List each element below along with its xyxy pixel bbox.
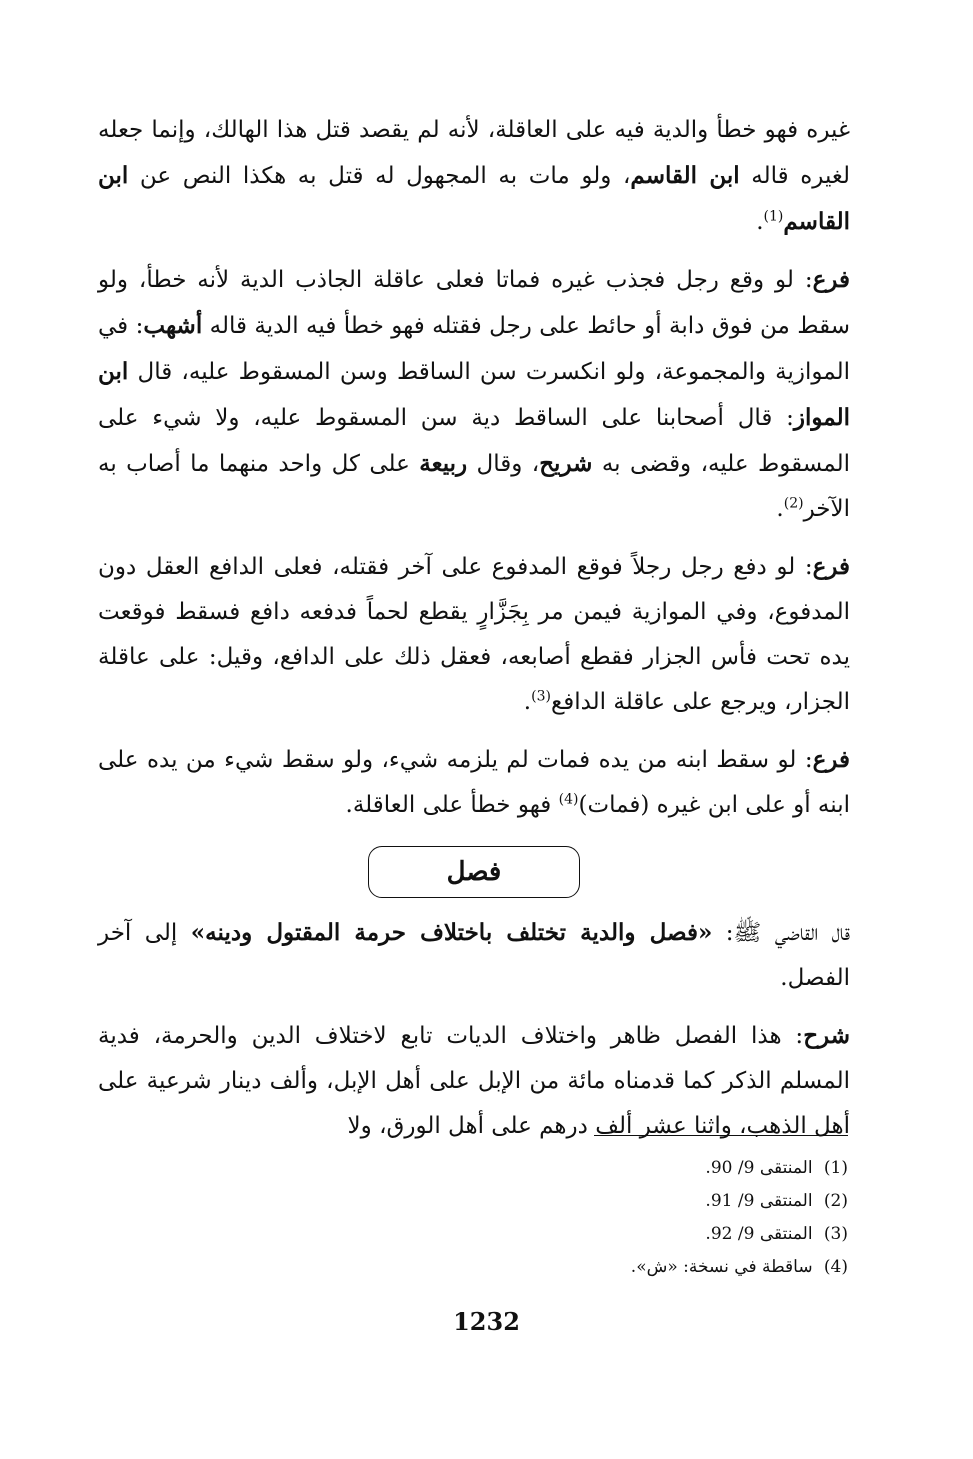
- footnote-text: المنتقى 9/ 92.: [705, 1224, 818, 1244]
- footnote-marker: (2): [783, 495, 804, 512]
- footnote: [500, 1218, 848, 1251]
- text-run: : لو وقع رجل فجذب غيره فماتا فعلى عاقلة الجاذب الدية لأنه خطأ، ولو سقط من فوق دابة أو حائط على رجل فقتله فهو خطأ فيه الدية قاله: [98, 267, 850, 339]
- paragraph: [98, 1013, 850, 1149]
- section-heading-box: [368, 846, 580, 898]
- text-run: ، وقال: [467, 451, 540, 477]
- paragraph: [98, 544, 850, 725]
- paragraphs-before-section: [98, 108, 850, 828]
- text-run: ، ولو مات به المجهول له قتل به هكذا النص عن: [128, 163, 631, 189]
- paragraph: [98, 910, 850, 1001]
- footnote-number: (1): [823, 1158, 848, 1178]
- page-number: 1232: [453, 1307, 520, 1336]
- bold-term: شريح: [539, 450, 593, 477]
- footnote-text: المنتقى 9/ 90.: [705, 1158, 818, 1178]
- footnote: [500, 1152, 848, 1185]
- bold-term: فرع: [812, 746, 850, 773]
- text-run: .: [776, 496, 784, 522]
- text-run: : قال أصحابنا على الساقط دية سن المسقوط عليه، ولا شيء على المسقوط عليه، وقضى به: [98, 405, 850, 477]
- bold-term: ابن القاسم: [630, 162, 740, 189]
- bold-term: شرح: [803, 1022, 850, 1049]
- footnote: [500, 1251, 848, 1284]
- text-run: على كل واحد منهما ما أصاب به الآخر: [98, 451, 850, 522]
- footnote-marker: (1): [763, 208, 784, 225]
- footnote-number: (4): [823, 1257, 848, 1277]
- text-run: .: [756, 209, 764, 235]
- footnote-number: (2): [823, 1191, 848, 1211]
- footnote-text: المنتقى 9/ 91.: [705, 1191, 818, 1211]
- main-text: [98, 108, 850, 1161]
- text-run: : هذا الفصل ظاهر واختلاف الديات تابع لاختلاف الدين والحرمة، فدية المسلم الذكر كما قدمناه مائة من الإبل على أهل الإبل، وألف دينار شرعية على أهل الذهب، واثنا عشر ألف درهم على أهل الورق، ولا: [98, 1023, 850, 1139]
- bold-term: فرع: [812, 266, 850, 293]
- text-run: إلى آخر الفصل.: [98, 920, 850, 991]
- footnote-divider: [594, 1135, 848, 1136]
- footnote-marker: (4): [558, 791, 579, 808]
- footnotes: [500, 1152, 848, 1284]
- footnote: [500, 1185, 848, 1218]
- paragraph: [98, 108, 850, 245]
- text-run: : لو دفع رجل رجلاً فوقع المدفوع على آخر فقتله، فعلى الدافع العقل دون المدفوع، وفي الموازية فيمن مر بِجَزَّارٍ يقطع لحماً فدفعه دافع فسقط فوقعت يده تحت فأس الجزار فقطع أصابعه، فعقل ذلك على الدافع، وقيل: على عاقلة الجزار، ويرجع على عاقلة الدافع: [98, 554, 850, 715]
- footnote-marker: (3): [531, 688, 551, 705]
- text-run: غيره فهو خطأ والدية فيه على العاقلة، لأنه لم يقصد قتل هذا الهالك، وإنما جعله لغيره قاله: [98, 117, 850, 189]
- footnote-text: ساقطة في نسخة: «ش».: [630, 1257, 818, 1277]
- text-run: : لو سقط ابنه من يده فمات لم يلزمه شيء، ولو سقط شيء من يده على ابنه أو على ابن غيره (فمات): [98, 747, 850, 818]
- text-run: فهو خطأ على العاقلة.: [345, 792, 559, 818]
- text-run: .: [523, 689, 532, 715]
- text-run: : في الموازية والمجموعة، ولو انكسرت سن الساقط وسن المسقوط عليه، قال: [98, 313, 850, 385]
- section-heading: فصل: [446, 856, 502, 887]
- bold-term: ابن القاسم: [98, 162, 850, 235]
- bold-term: فرع: [812, 553, 850, 580]
- paragraphs-after-section: [98, 910, 850, 1149]
- bold-term: ربيعة: [419, 450, 468, 477]
- bold-term: ابن المواز: [98, 358, 850, 431]
- bold-term: «فصل والدية تختلف باختلاف حرمة المقتول ودينه»: [190, 919, 713, 946]
- paragraph: [98, 257, 850, 532]
- bold-term: أشهب: [143, 312, 203, 339]
- footnote-number: (3): [823, 1224, 848, 1244]
- text-run: قال القاضي ﷺ:: [712, 920, 850, 946]
- paragraph: [98, 737, 850, 828]
